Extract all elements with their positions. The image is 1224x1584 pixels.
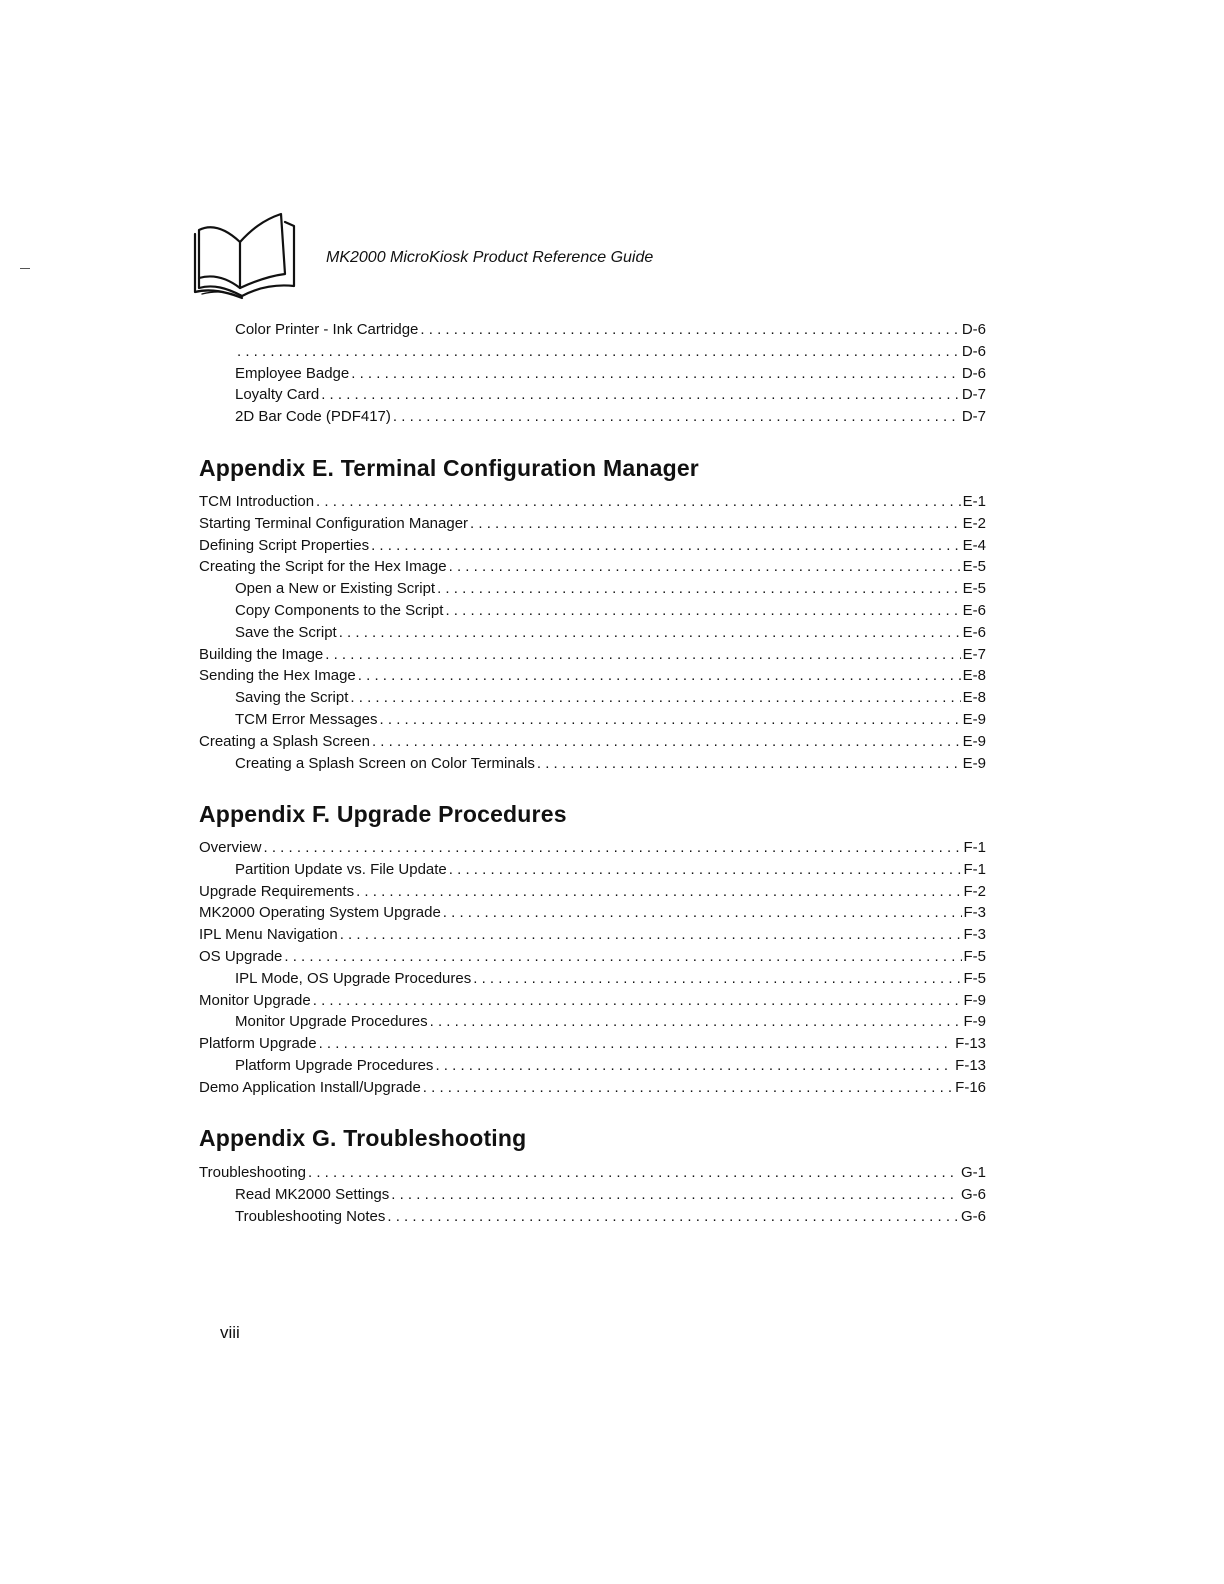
dot-leader	[316, 491, 961, 513]
dot-leader	[423, 1077, 953, 1099]
toc-entry-label: IPL Menu Navigation	[199, 926, 338, 944]
toc-continued-section	[199, 319, 986, 428]
toc-entry-page: F-13	[955, 1035, 986, 1053]
toc-entry-page: E-7	[962, 645, 986, 663]
toc-entry-page: F-1	[963, 839, 986, 856]
dot-leader	[321, 384, 960, 406]
toc-entry-label: 2D Bar Code (PDF417)	[235, 408, 391, 426]
toc-entry[interactable]	[199, 1033, 986, 1055]
toc-entry[interactable]	[199, 859, 986, 881]
toc-entry-page: E-9	[962, 710, 986, 728]
dot-leader	[537, 753, 961, 775]
toc-entry[interactable]	[199, 946, 986, 968]
toc-entry-page: E-5	[962, 558, 986, 576]
dot-leader	[443, 902, 962, 924]
dot-leader	[325, 644, 960, 666]
dot-leader	[391, 1184, 959, 1206]
toc-appendix-f	[199, 837, 986, 1099]
dot-leader	[264, 837, 962, 859]
toc-entry[interactable]	[199, 881, 986, 903]
toc-entry[interactable]	[199, 319, 986, 341]
toc-entry[interactable]	[199, 902, 986, 924]
toc-entry[interactable]	[199, 535, 986, 557]
toc-entry[interactable]	[199, 665, 986, 687]
dot-leader	[356, 881, 961, 903]
dot-leader	[284, 946, 961, 968]
toc-entry[interactable]	[199, 1162, 986, 1184]
toc-entry-page: F-1	[963, 860, 986, 878]
page-number: viii	[220, 1323, 240, 1342]
dot-leader	[437, 578, 961, 600]
dot-leader	[372, 731, 961, 753]
toc-entry-page: E-8	[962, 689, 986, 707]
toc-entry-page: G-6	[960, 1185, 986, 1203]
toc-entry-page: G-6	[960, 1207, 986, 1225]
toc-entry[interactable]	[199, 384, 986, 406]
toc-entry-page: E-9	[962, 732, 986, 750]
toc-entry-label: Creating a Splash Screen	[199, 732, 370, 750]
toc-entry[interactable]	[199, 406, 986, 428]
toc-entry-page: F-9	[963, 1013, 986, 1031]
appendix-f-heading: Appendix F. Upgrade Procedures	[199, 801, 567, 827]
toc-entry-label: IPL Mode, OS Upgrade Procedures	[235, 969, 472, 987]
toc-entry-page: D-6	[961, 321, 986, 338]
dot-leader	[393, 406, 960, 428]
dot-leader	[473, 968, 961, 990]
toc-entry-label: Troubleshooting	[199, 1164, 307, 1181]
toc-entry[interactable]	[199, 622, 986, 644]
toc-entry-label: Saving the Script	[235, 689, 349, 707]
appendix-g-heading: Appendix G. Troubleshooting	[199, 1125, 527, 1151]
dot-leader	[350, 687, 960, 709]
toc-entry-label: TCM Introduction	[199, 493, 315, 510]
dot-leader	[313, 990, 962, 1012]
toc-entry[interactable]	[199, 731, 986, 753]
dot-leader	[445, 600, 960, 622]
toc-entry-label: Loyalty Card	[235, 386, 320, 404]
dot-leader	[449, 556, 961, 578]
toc-entry[interactable]	[199, 968, 986, 990]
toc-entry-label: Platform Upgrade Procedures	[235, 1056, 434, 1074]
dot-leader	[319, 1033, 954, 1055]
toc-entry-page: F-16	[955, 1078, 986, 1096]
dot-leader	[351, 363, 960, 385]
toc-entry-label: Color Printer - Ink Cartridge	[235, 321, 419, 338]
toc-entry-label: Starting Terminal Configuration Manager	[199, 514, 469, 532]
toc-entry-label: Sending the Hex Image	[199, 667, 356, 685]
toc-entry[interactable]	[199, 600, 986, 622]
toc-entry[interactable]	[199, 1206, 986, 1228]
toc-entry[interactable]	[199, 556, 986, 578]
book-icon	[193, 212, 303, 300]
toc-entry-page: F-2	[963, 882, 986, 900]
toc-entry-label: Creating a Splash Screen on Color Terminals	[235, 754, 535, 772]
toc-entry-label: Overview	[199, 839, 262, 856]
toc-entry-label: Monitor Upgrade	[199, 991, 311, 1009]
running-header-title: MK2000 MicroKiosk Product Reference Guide	[326, 249, 654, 266]
dot-leader	[371, 535, 961, 557]
toc-entry-label: Copy Components to the Script	[235, 601, 444, 619]
toc-appendix-g	[199, 1162, 986, 1227]
toc-entry[interactable]	[199, 837, 986, 859]
toc-entry[interactable]	[199, 1011, 986, 1033]
appendix-e-heading: Appendix E. Terminal Configuration Manager	[199, 455, 699, 481]
toc-entry-page: G-1	[960, 1164, 986, 1181]
toc-entry[interactable]	[199, 578, 986, 600]
dot-leader	[340, 924, 962, 946]
toc-entry-label: Demo Application Install/Upgrade	[199, 1078, 421, 1096]
toc-entry-label: Upgrade Requirements	[199, 882, 355, 900]
toc-entry[interactable]	[199, 924, 986, 946]
toc-entry[interactable]	[199, 363, 986, 385]
toc-entry[interactable]	[199, 1184, 986, 1206]
toc-entry-label: Save the Script	[235, 623, 337, 641]
dot-leader	[387, 1206, 959, 1228]
toc-entry-label: Creating the Script for the Hex Image	[199, 558, 447, 576]
toc-entry[interactable]	[199, 513, 986, 535]
dot-leader	[339, 622, 961, 644]
toc-entry-page: D-7	[961, 408, 986, 426]
toc-entry[interactable]	[199, 687, 986, 709]
toc-entry-label: OS Upgrade	[199, 947, 283, 965]
toc-entry-label: Partition Update vs. File Update	[235, 860, 447, 878]
toc-entry-page: F-3	[963, 926, 986, 944]
toc-entry-page: F-5	[963, 969, 986, 987]
toc-entry-label: MK2000 Operating System Upgrade	[199, 904, 441, 922]
toc-entry-label: Building the Image	[199, 645, 324, 663]
dot-leader	[237, 341, 960, 363]
dot-leader	[358, 665, 961, 687]
dot-leader	[380, 709, 961, 731]
toc-entry-label: Open a New or Existing Script	[235, 580, 436, 598]
toc-entry-label: Employee Badge	[235, 364, 350, 382]
toc-entry[interactable]	[199, 341, 986, 363]
toc-entry[interactable]	[199, 1077, 986, 1099]
toc-appendix-e	[199, 491, 986, 774]
scan-margin-mark	[20, 268, 30, 269]
toc-entry-page: F-13	[955, 1056, 986, 1074]
dot-leader	[308, 1162, 959, 1184]
toc-entry-label: Troubleshooting Notes	[235, 1207, 386, 1225]
toc-entry-page: F-9	[963, 991, 986, 1009]
toc-entry-page: F-3	[963, 904, 986, 922]
toc-entry-label: Defining Script Properties	[199, 536, 370, 554]
toc-entry-page: E-4	[962, 536, 986, 554]
toc-entry-label: TCM Error Messages	[235, 710, 378, 728]
toc-entry-page: E-2	[962, 514, 986, 532]
toc-entry[interactable]	[199, 644, 986, 666]
dot-leader	[449, 859, 962, 881]
toc-entry[interactable]	[199, 753, 986, 775]
toc-entry-page: D-6	[961, 342, 986, 360]
toc-entry-page: E-6	[962, 601, 986, 619]
toc-entry-page: E-9	[962, 754, 986, 772]
toc-entry-page: F-5	[963, 947, 986, 965]
toc-entry-label: Monitor Upgrade Procedures	[235, 1013, 428, 1031]
toc-entry-page: D-6	[961, 364, 986, 382]
dot-leader	[470, 513, 961, 535]
toc-entry-page: D-7	[961, 386, 986, 404]
toc-entry-page: E-6	[962, 623, 986, 641]
toc-entry-page: E-1	[962, 493, 986, 510]
dot-leader	[435, 1055, 953, 1077]
toc-entry[interactable]	[199, 491, 986, 513]
toc-entry-label: Read MK2000 Settings	[235, 1185, 390, 1203]
toc-entry-page: E-8	[962, 667, 986, 685]
dot-leader	[420, 319, 959, 341]
toc-entry[interactable]	[199, 990, 986, 1012]
toc-entry[interactable]	[199, 709, 986, 731]
toc-entry-page: E-5	[962, 580, 986, 598]
toc-entry[interactable]	[199, 1055, 986, 1077]
dot-leader	[430, 1011, 962, 1033]
toc-entry-label: Platform Upgrade	[199, 1035, 317, 1053]
